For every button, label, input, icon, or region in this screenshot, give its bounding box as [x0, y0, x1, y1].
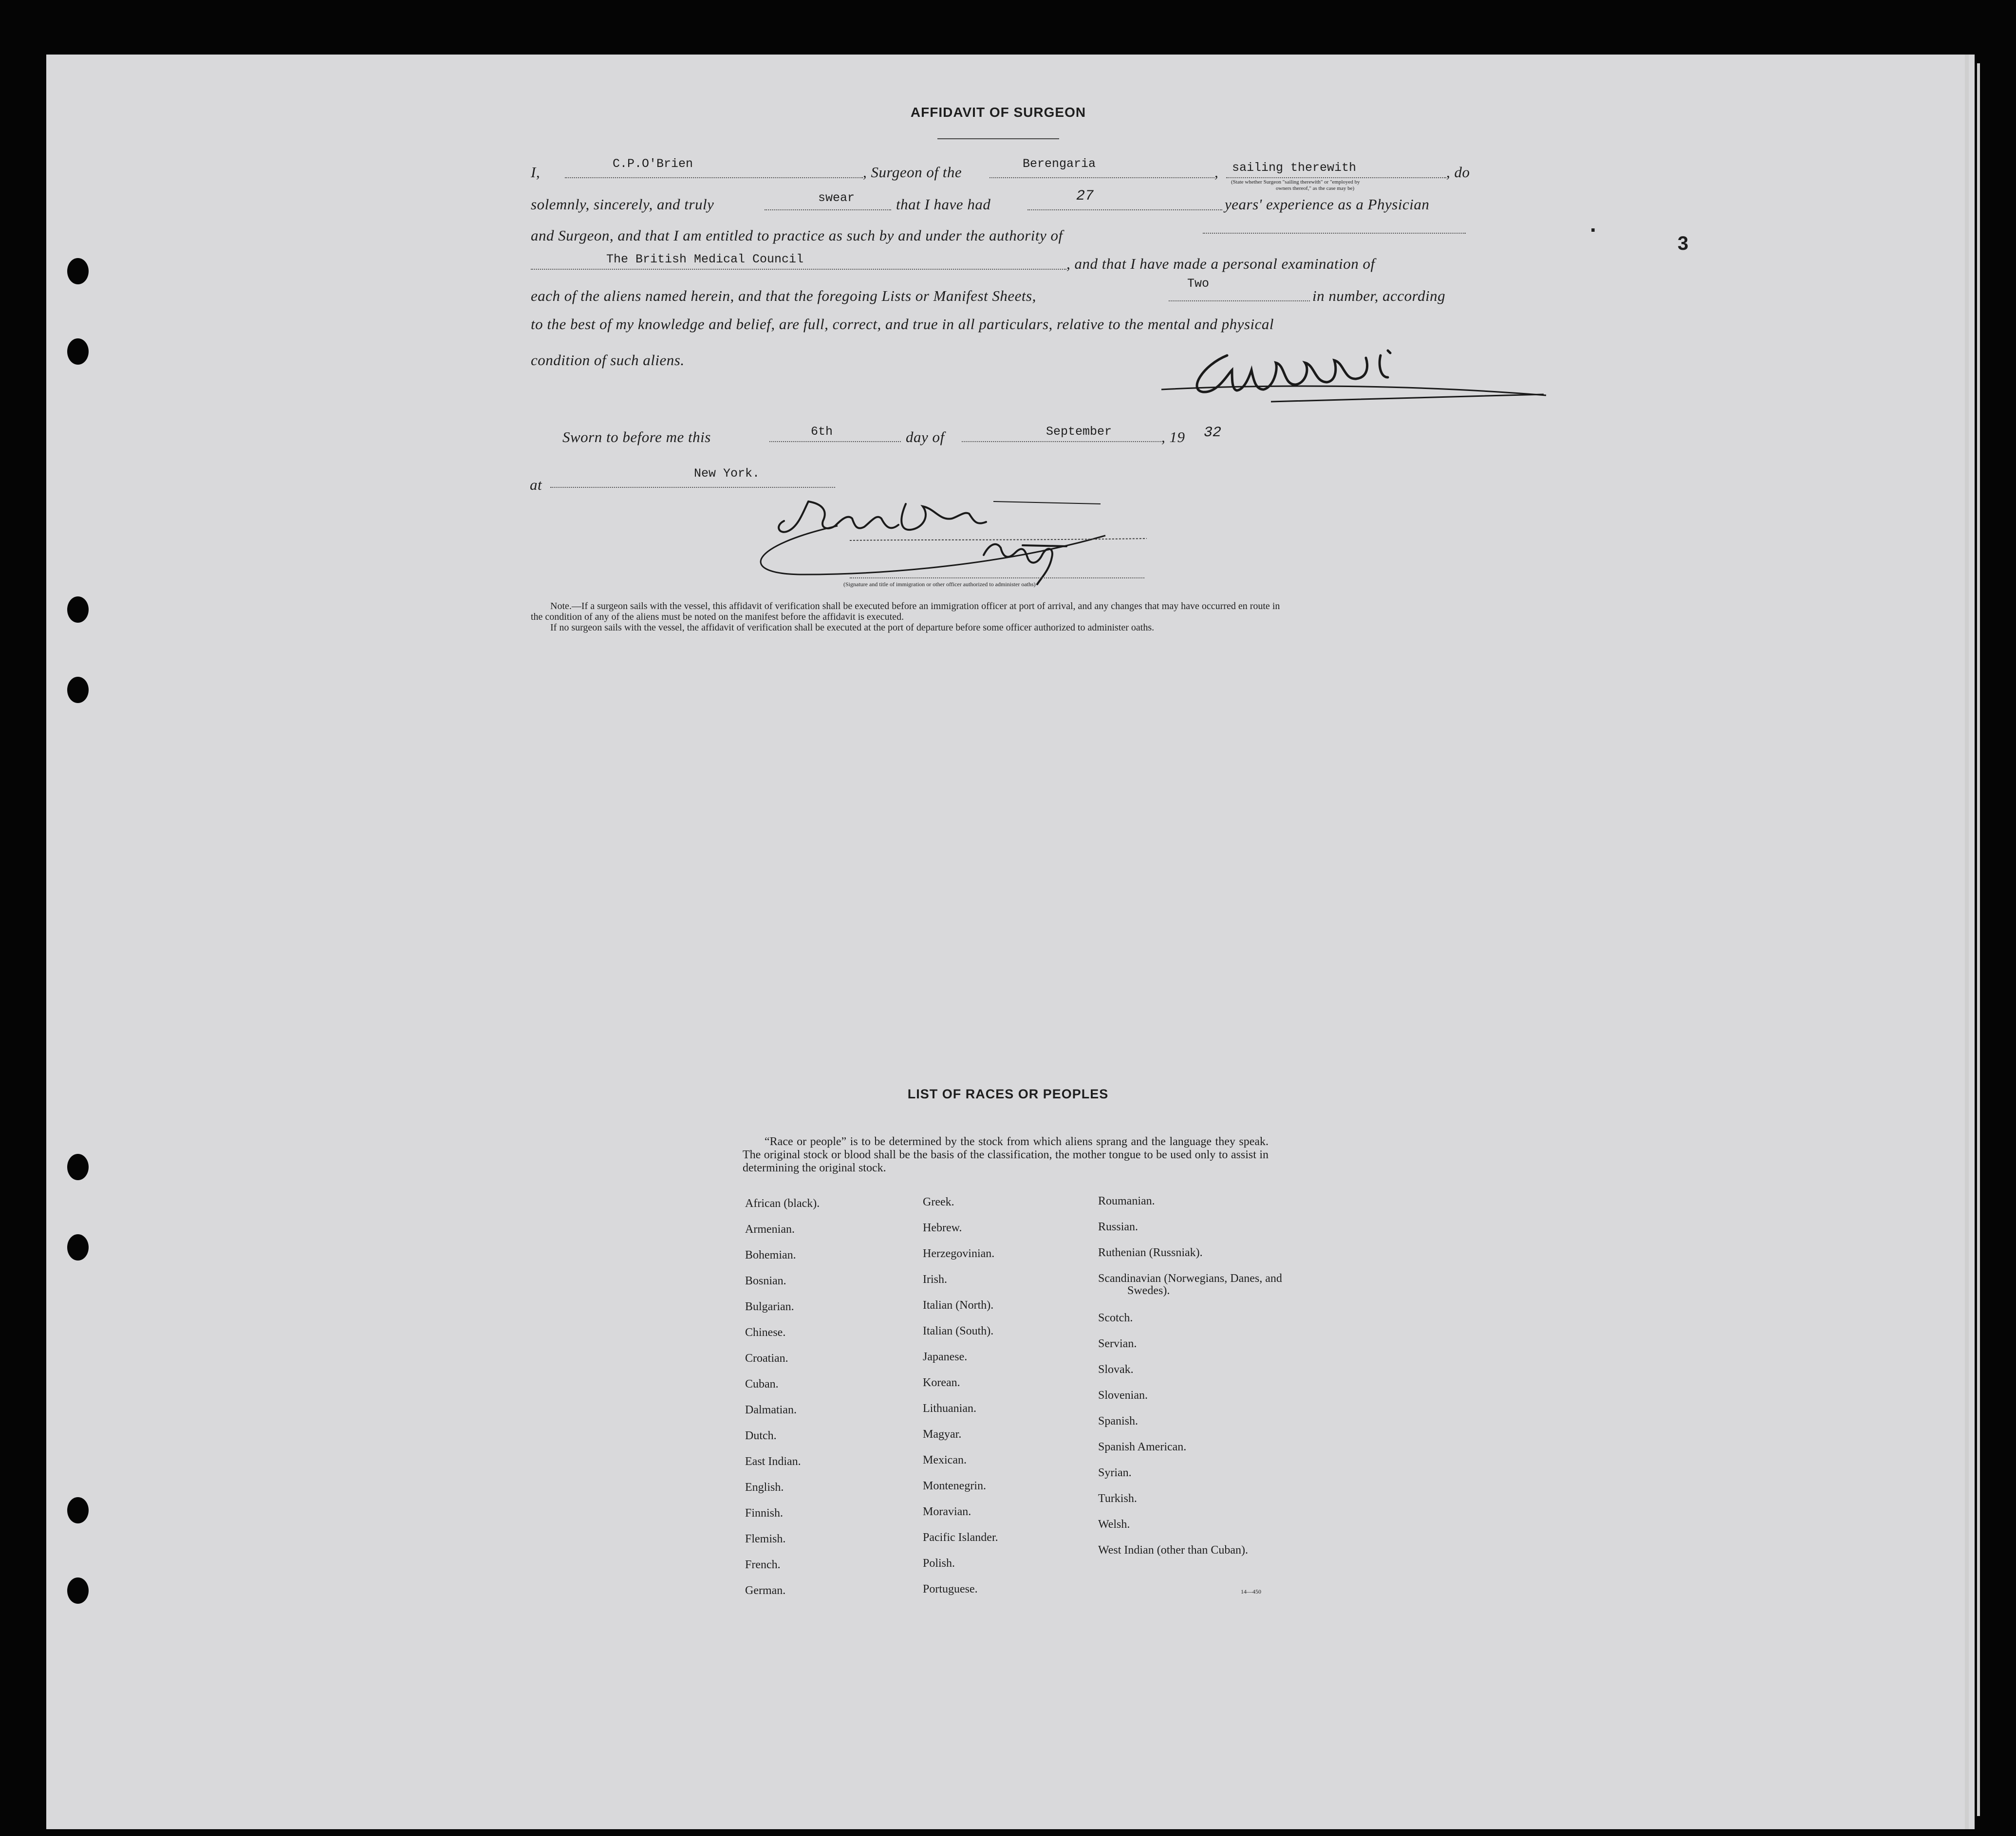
- sailing-hint: (State whether Surgeon "sailing therewith" or "employed by: [1231, 179, 1360, 185]
- label-belief: to the best of my knowledge and belief, are full, correct, and true in all particulars, relative to the mental and physical: [531, 315, 1274, 333]
- label-entitled: and Surgeon, and that I am entitled to practice as such by and under the authority of: [531, 227, 1063, 244]
- vessel-name: Berengaria: [1023, 157, 1096, 171]
- label-aliens: each of the aliens named herein, and that the foregoing Lists or Manifest Sheets,: [531, 287, 1036, 304]
- page-edge: [1965, 55, 1969, 1829]
- label-condition: condition of such aliens.: [531, 352, 685, 369]
- race-item: Pacific Islander.: [923, 1531, 998, 1544]
- race-item: German.: [745, 1584, 786, 1597]
- race-item: Russian.: [1098, 1221, 1139, 1233]
- blank-line: [989, 177, 1214, 178]
- label-i: I,: [531, 164, 541, 181]
- race-item: Servian.: [1098, 1337, 1137, 1350]
- blank-line: [1027, 209, 1222, 210]
- races-intro: “Race or people” is to be determined by the stock from which aliens sprang and the language they speak. The original stock or blood shall be the basis of the classification, the mother tongue to be used only to assist in determining the original stock.: [743, 1135, 1269, 1174]
- race-item: Roumanian.: [1098, 1195, 1155, 1207]
- punch-hole: [67, 1577, 89, 1604]
- label-comma: ,: [1214, 164, 1219, 181]
- punch-hole: [67, 1234, 89, 1261]
- race-item: Bohemian.: [745, 1249, 796, 1261]
- race-item: Italian (North).: [923, 1299, 994, 1312]
- race-item: Slovak.: [1098, 1363, 1134, 1376]
- punch-hole: [67, 258, 89, 284]
- sworn-place: New York.: [694, 466, 760, 481]
- race-item: French.: [745, 1558, 781, 1571]
- race-item: Finnish.: [745, 1507, 784, 1520]
- blank-line: [769, 441, 901, 442]
- punch-hole: [67, 1154, 89, 1180]
- race-item-text: Scandinavian (Norwegians, Danes, and Swedes).: [1098, 1272, 1282, 1297]
- punch-hole: [67, 677, 89, 703]
- margin-mark: ·: [1590, 217, 1598, 242]
- race-item: Bulgarian.: [745, 1300, 794, 1313]
- surgeon-signature: [1159, 336, 1549, 424]
- race-item: [1098, 1273, 1283, 1297]
- race-item: African (black).: [745, 1197, 820, 1210]
- race-item-text: West Indian (other than Cuban).: [1098, 1544, 1248, 1557]
- surgeon-name: C.P.O'Brien: [613, 157, 693, 171]
- blank-line: [962, 441, 1161, 442]
- blank-line: [765, 209, 891, 210]
- blank-line: [531, 269, 1066, 270]
- officer-signature: [730, 492, 1159, 589]
- race-item: English.: [745, 1481, 784, 1494]
- label-experience: years' experience as a Physician: [1225, 196, 1430, 213]
- race-item: Slovenian.: [1098, 1389, 1148, 1402]
- authority: The British Medical Council: [606, 252, 804, 266]
- race-item: Italian (South).: [923, 1325, 994, 1337]
- race-item: Ruthenian (Russniak).: [1098, 1246, 1203, 1259]
- note-text: Note.—If a surgeon sails with the vessel, this affidavit of verification shall be executed before an immigration officer at port of arrival, and any changes that may have occurred en route in: [550, 601, 1280, 612]
- race-item: Welsh.: [1098, 1518, 1130, 1531]
- race-item: Magyar.: [923, 1428, 962, 1441]
- label-sworn: Sworn to before me this: [562, 428, 711, 445]
- note-text: If no surgeon sails with the vessel, the affidavit of verification shall be executed at the port of departure before some officer authorized to administer oaths.: [550, 622, 1155, 633]
- sworn-day: 6th: [811, 425, 833, 439]
- race-item: Flemish.: [745, 1533, 786, 1545]
- officer-caption: (Signature and title of immigration or other officer authorized to administer oaths): [843, 581, 1036, 588]
- race-item: Korean.: [923, 1376, 960, 1389]
- title-underline: [937, 138, 1059, 139]
- race-item: East Indian.: [745, 1455, 801, 1468]
- race-item: Montenegrin.: [923, 1480, 986, 1492]
- blank-line: [1226, 177, 1446, 178]
- form-number: 14—450: [1241, 1588, 1261, 1595]
- race-item: Chinese.: [745, 1326, 786, 1339]
- blank-line: [1203, 233, 1466, 234]
- race-item: Scotch.: [1098, 1312, 1133, 1324]
- sworn-month: September: [1046, 425, 1112, 439]
- race-item: Croatian.: [745, 1352, 788, 1365]
- affidavit-title: AFFIDAVIT OF SURGEON: [910, 105, 1086, 120]
- race-item: Herzegovinian.: [923, 1247, 995, 1260]
- race-item: Armenian.: [745, 1223, 795, 1236]
- label-year: , 19: [1161, 428, 1185, 445]
- race-item: Polish.: [923, 1557, 955, 1570]
- blank-line: [550, 487, 835, 488]
- race-item: [1098, 1544, 1259, 1557]
- label-examination: , and that I have made a personal examination of: [1066, 255, 1375, 272]
- race-item: Cuban.: [745, 1378, 779, 1391]
- race-item: Hebrew.: [923, 1222, 962, 1234]
- label-at: at: [530, 476, 542, 493]
- race-item: Irish.: [923, 1273, 947, 1286]
- punch-hole: [67, 596, 89, 623]
- sailing-hint: owners thereof," as the case may be): [1276, 185, 1355, 191]
- sworn-year: 32: [1204, 425, 1222, 441]
- note-text: the condition of any of the aliens must be noted on the manifest before the affidavit is executed.: [531, 612, 904, 622]
- years-experience: 27: [1076, 188, 1094, 204]
- race-item: Moravian.: [923, 1505, 971, 1518]
- race-item: Bosnian.: [745, 1275, 786, 1287]
- label-do: , do: [1446, 164, 1470, 181]
- label-day-of: day of: [906, 428, 945, 445]
- label-in-number: in number, according: [1312, 287, 1446, 304]
- race-item: Dalmatian.: [745, 1404, 797, 1416]
- blank-line: [1169, 300, 1310, 301]
- race-item: Japanese.: [923, 1351, 968, 1363]
- race-item: Lithuanian.: [923, 1402, 976, 1415]
- punch-hole: [67, 338, 89, 365]
- manifest-sheets: Two: [1187, 277, 1210, 291]
- blank-line: [850, 577, 1144, 578]
- margin-mark: 3: [1678, 233, 1689, 254]
- race-item: Spanish American.: [1098, 1441, 1187, 1453]
- race-item: Syrian.: [1098, 1466, 1132, 1479]
- label-have-had: that I have had: [896, 196, 991, 213]
- races-title: LIST OF RACES OR PEOPLES: [907, 1087, 1109, 1101]
- label-surgeon-of: , Surgeon of the: [863, 164, 962, 181]
- oath-type: swear: [818, 191, 855, 205]
- blank-line: [565, 177, 863, 178]
- sailing-status: sailing therewith: [1232, 161, 1357, 175]
- race-item: Portuguese.: [923, 1583, 978, 1595]
- race-item: Mexican.: [923, 1454, 967, 1466]
- punch-hole: [67, 1497, 89, 1523]
- race-item: Turkish.: [1098, 1492, 1137, 1505]
- race-item: Spanish.: [1098, 1415, 1139, 1428]
- race-item: Dutch.: [745, 1429, 777, 1442]
- label-solemnly: solemnly, sincerely, and truly: [531, 196, 714, 213]
- race-item: Greek.: [923, 1196, 954, 1208]
- page-edge: [1977, 63, 1980, 1816]
